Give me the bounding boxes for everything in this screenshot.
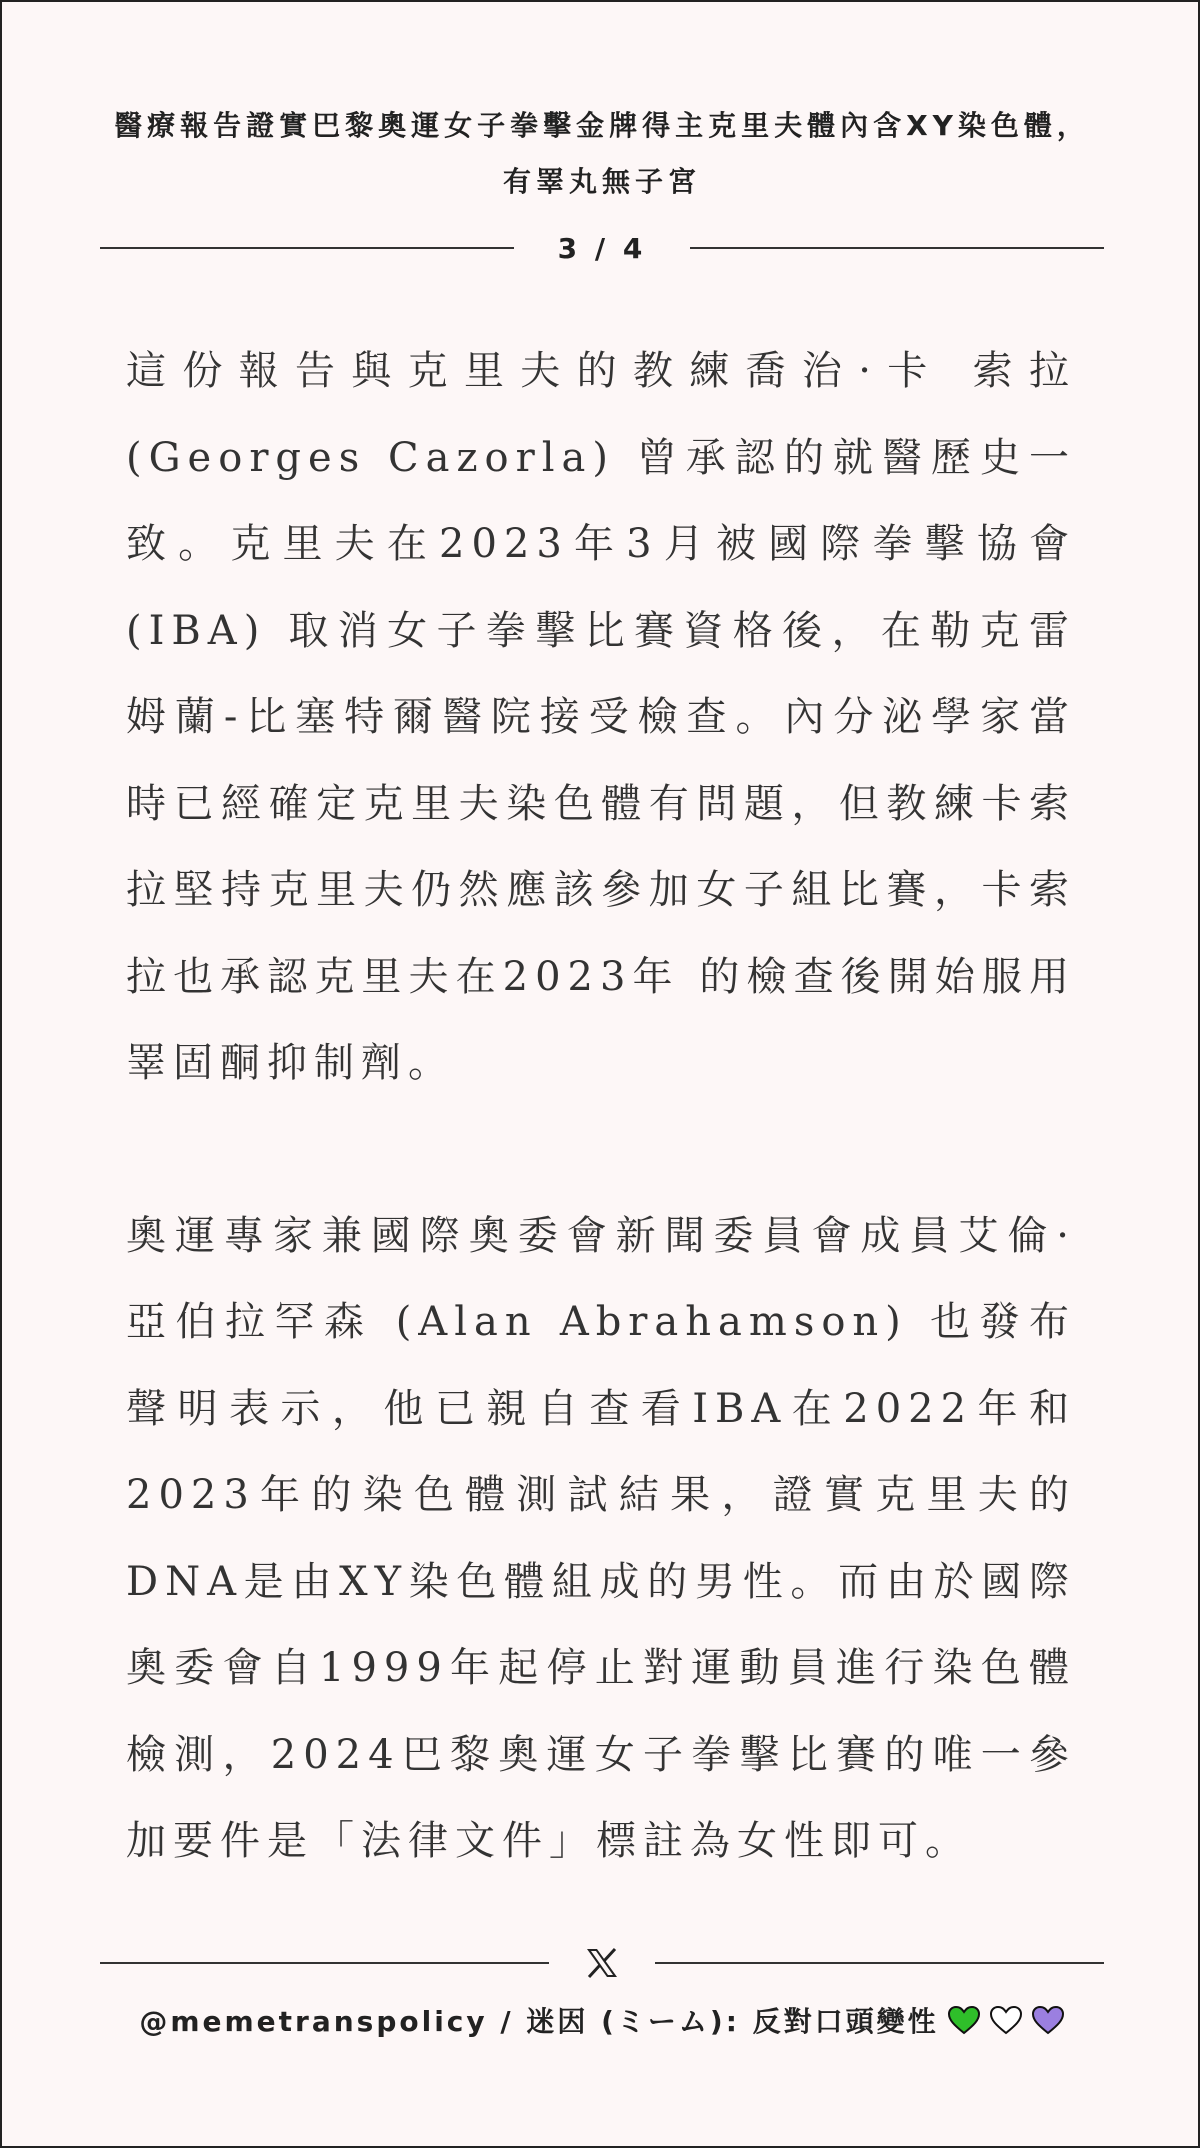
footer-handle: @memetranspolicy / 迷因 (ミーム): 反對口頭變性: [139, 2005, 939, 2038]
hearts: [947, 2005, 1065, 2035]
article-body: [126, 328, 1076, 1885]
page-indicator: 3 / 4: [557, 231, 647, 265]
green-heart-icon: [947, 2005, 981, 2035]
article-paragraph: 奧運專家兼國際奧委會新聞委員會成員艾倫·亞伯拉罕森 (Alan Abrahamson) 也發布聲明表示，他已親自查看IBA在2022年和2023年的染色體測試結果，證實克里夫的DNA是由XY染色體組成的男性。而由於國際奧委會自1999年起停止對運動員進行染色體檢測，2024巴黎奧運女子拳擊比賽的唯一參加要件是「法律文件」標註為女性即可。: [126, 1212, 1076, 1864]
divider-right: [655, 1962, 1104, 1964]
page-title: 醫療報告證實巴黎奧運女子拳擊金牌得主克里夫體內含XY染色體，有睪丸無子宮: [114, 109, 1090, 198]
divider-right: [690, 247, 1104, 249]
purple-heart-icon: [1031, 2005, 1065, 2035]
divider-left: [100, 247, 514, 249]
x-logo-icon: [549, 1947, 655, 1979]
page-indicator-row: [100, 228, 1104, 268]
footer: [102, 2000, 1102, 2040]
divider-left: [100, 1962, 549, 1964]
white-heart-icon: [989, 2005, 1023, 2035]
article-paragraph: 這份報告與克里夫的教練喬治·卡 索拉 (Georges Cazorla) 曾承認的就醫歷史一致。克里夫在2023年3月被國際拳擊協會 (IBA) 取消女子拳擊比賽資格後，在勒克雷姆蘭-比塞特爾醫院接受檢查。內分泌學家當時已經確定克里夫染色體有問題，但教練卡索拉堅持克里夫仍然應該參加女子組比賽，卡索拉也承認克里夫在2023年 的檢查後開始服用睪固酮抑制劑。: [126, 348, 1076, 1086]
footer-divider-row: [100, 1943, 1104, 1983]
